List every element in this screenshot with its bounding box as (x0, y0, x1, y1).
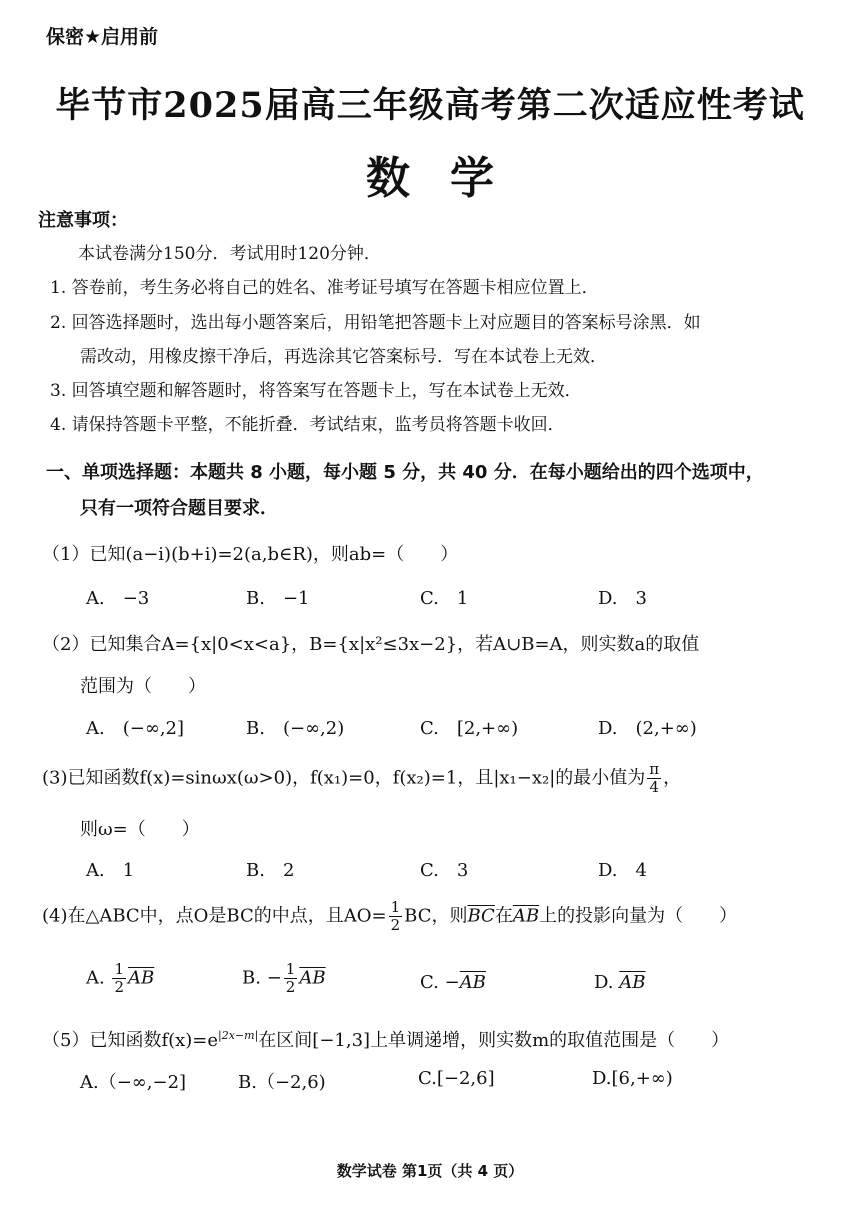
q2-option-c: C. [2,+∞) (420, 718, 519, 739)
q3-stem-end: ， (663, 767, 682, 789)
q4-option-b-num: 1 (285, 960, 296, 978)
q5-exponent: |2x−m| (218, 1029, 259, 1042)
q4-option-c-vector: $\overline{AB}$ (459, 972, 486, 993)
notice-item-2: 2. 回答选择题时，选出每小题答案后，用铅笔把答题卡上对应题目的答案标号涂黑．如 (50, 313, 701, 333)
exam-title: 毕节市2025届高三年级高考第二次适应性考试 (55, 85, 805, 126)
q4-option-b-label: B. (242, 967, 261, 989)
page-footer: 数学试卷 第1页（共 4 页） (336, 1162, 524, 1180)
q5-stem-a: （5）已知函数f(x)=e (42, 1030, 219, 1051)
q2-option-d: D. (2,+∞) (598, 718, 697, 739)
question-5-stem (42, 1026, 729, 1052)
notice-intro: 本试卷满分150分．考试用时120分钟． (78, 244, 381, 264)
q4-frac-den: 2 (390, 916, 401, 934)
q4-option-a-vector: $\overline{AB}$ (128, 967, 155, 989)
q4-stem-d: 上的投影向量为（ ） (539, 905, 738, 927)
q2-option-a: A. (−∞,2] (86, 718, 185, 739)
q4-option-a-num: 1 (114, 960, 125, 978)
q4-option-c (420, 972, 486, 993)
subject-title: 数学 (366, 153, 534, 204)
q4-option-a (86, 962, 154, 995)
q5-stem-b: 在区间[−1,3]上单调递增，则实数m的取值范围是（ ） (258, 1030, 730, 1051)
q1-option-a: A. −3 (86, 588, 150, 609)
q4-option-b-vector: $\overline{AB}$ (299, 967, 326, 989)
q3-fraction (647, 762, 661, 795)
q4-option-d-vector: $\overline{AB}$ (619, 972, 646, 993)
q5-option-c: C.[−2,6] (418, 1068, 495, 1089)
section-heading-cont: 只有一项符合题目要求． (80, 498, 278, 519)
q4-option-a-fraction (112, 962, 126, 995)
q4-option-d-label: D. (594, 972, 614, 993)
q4-fraction (389, 900, 403, 933)
q3-frac-num: π (649, 760, 660, 778)
section-heading: 一、单项选择题：本题共 8 小题，每小题 5 分，共 40 分．在每小题给出的四个选项中， (46, 462, 764, 483)
q4-option-a-den: 2 (114, 978, 125, 996)
q4-option-d (594, 972, 645, 993)
confidential-label: 保密★启用前 (46, 26, 159, 48)
question-2-stem: （2）已知集合A={x|0<x<a}，B={x|x²≤3x−2}，若A∪B=A，则实数a的取值 (42, 634, 700, 655)
notice-item-4: 4. 请保持答题卡平整，不能折叠．考试结束，监考员将答题卡收回． (50, 415, 565, 435)
q4-frac-num: 1 (390, 898, 401, 916)
notice-item-2-cont: 需改动，用橡皮擦干净后，再选涂其它答案标号．写在本试卷上无效． (80, 347, 607, 367)
q3-stem-text: (3)已知函数f(x)=sinωx(ω>0)，f(x₁)=0，f(x₂)=1，且|x₁−x₂|的最小值为 (42, 767, 646, 789)
q3-frac-den: 4 (649, 778, 659, 796)
question-2-stem-cont: 范围为（ ） (80, 676, 206, 697)
q4-stem-c: 在 (494, 905, 513, 927)
q1-option-b: B. −1 (246, 588, 310, 609)
notice-item-1: 1. 答卷前，考生务必将自己的姓名、准考证号填写在答题卡相应位置上． (50, 278, 599, 298)
question-3-stem (42, 762, 681, 795)
q4-option-a-label: A. (86, 967, 105, 989)
q2-option-b: B. (−∞,2) (246, 718, 345, 739)
q3-option-c: C. 3 (420, 860, 469, 881)
notice-item-3: 3. 回答填空题和解答题时，将答案写在答题卡上，写在本试卷上无效． (50, 381, 582, 401)
q4-stem-a: (4)在△ABC中，点O是BC的中点，且AO= (42, 905, 387, 927)
question-1-stem: （1）已知(a−i)(b+i)=2(a,b∈R)，则ab=（ ） (42, 544, 459, 565)
q4-vector-bc: $\overline{BC}$ (467, 905, 495, 927)
q1-option-d: D. 3 (598, 588, 647, 609)
question-4-stem (42, 900, 737, 933)
q4-vector-ab: $\overline{AB}$ (512, 905, 540, 927)
q4-option-b-fraction (284, 962, 298, 995)
q5-option-a: A.（−∞,−2] (80, 1072, 187, 1093)
q1-option-c: C. 1 (420, 588, 469, 609)
q4-stem-b: BC，则 (404, 905, 468, 927)
q5-option-d: D.[6,+∞) (592, 1068, 673, 1089)
q3-option-d: D. 4 (598, 860, 647, 881)
q3-option-b: B. 2 (246, 860, 295, 881)
notice-heading: 注意事项： (38, 210, 128, 231)
q4-option-b (242, 962, 326, 995)
question-3-stem-cont: 则ω=（ ） (80, 819, 200, 840)
q5-option-b: B.（−2,6) (238, 1072, 326, 1093)
q4-option-c-sign: − (444, 972, 460, 993)
q4-option-c-label: C. (420, 972, 439, 993)
q3-option-a: A. 1 (86, 860, 135, 881)
q4-option-b-den: 2 (285, 978, 296, 996)
q4-option-b-sign: − (266, 967, 282, 989)
